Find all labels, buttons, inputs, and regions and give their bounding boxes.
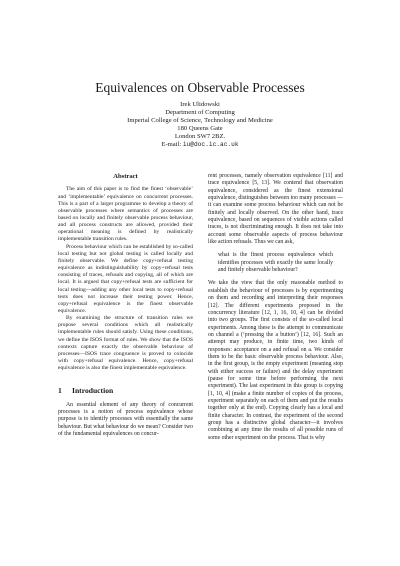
body-paragraph-1: rent processes, namely observation equivalence [11] and trace equivalence [5, 13]. We contend that observation equivalence, considered as the finest extensional equivalence, distinguishes between too many processes — it can examine some process behaviour which can not be finitely and locally observed. On the other hand, trace equivalence, based on sequences of visible actions called traces, is not discriminating enough. It does not take into account some observable aspects of process behaviour like action refusals. Thus we can ask,	[208, 173, 343, 246]
abstract-paragraph-3: By examining the structure of transition rules we propose several conditions which all realistically implementable rules should satisfy. Using these conditions, we define the ISOS format of rules. We show that the ISOS contexts capture exactly the observable behaviour of processes—ISOS trace congruence is proved to coincide with copy+refusal equivalence. Hence, copy+refusal equivalence is also the finest implementable equivalence.	[58, 315, 193, 372]
body-paragraph-2: We take the view that the only reasonable method to establish the behaviour of processes is by experimenting on them and recording and interpreting their responses [12]. The different experiments proposed in the concurrency literature [12, 1, 16, 10, 4] can be divided into two groups. The first consists of the so-called local experiments. Among these is the attempt to communicate on channel a (‘pressing the a button’) [12, 16]. Such an attempt may produce, in finite time, two kinds of responses: acceptance on a and refusal on a. We consider them to be the basic observable process behaviour. Also, in the first group, is the empty experiment (meaning stop with either success or failure) and the delay experiment (pause for some time before performing the next experiment). The last experiment in this group is copying [1, 10, 4] (make a finite number of copies of the process, experiment separately on each of them and put the results together only at the end). Copying clearly has a local and finite character. In contrast, the experiment of the second group has a distinctive global character—it involves combining at any time the results of all possible runs of some other experiment on the process. That is why	[208, 280, 343, 441]
author-name: Irek Ulidowski	[180, 101, 220, 108]
research-question-quote: what is the finest process equivalence which identifies processes with exactly the same locally and finitely observable behaviour?	[218, 252, 333, 274]
right-column	[208, 173, 343, 442]
address-street: 180 Queens Gate	[177, 125, 223, 133]
affiliation-institution: Imperial College of Science, Technology and Medicine	[127, 117, 273, 125]
author-block	[0, 101, 400, 150]
email-line	[0, 141, 400, 149]
intro-paragraph-1: An essential element of any theory of concurrent processes is a notion of process equivalence whose purpose is to identify processes with essentially the same behaviour. But what behaviour do we mean? Consider two of the fundamental equivalences on concur-	[58, 401, 193, 438]
abstract-paragraph-1: The aim of this paper is to find the finest ‘observable’ and ‘implementable’ equivalence on concurrent processes. This is a part of a larger programme to develop a theory of observable processes where semantics of processes are based on locally and finitely observable process behaviour, and all process constructs are allowed, provided their operational meaning is defined by realistically implementable transition rules.	[58, 186, 193, 243]
section-title: Introduction	[72, 386, 114, 396]
email-label: E-mail:	[161, 141, 183, 149]
section-heading-introduction	[58, 387, 193, 394]
paper-title: Equivalences on Observable Processes	[95, 80, 305, 95]
affiliation-department: Department of Computing	[165, 109, 235, 117]
abstract-paragraph-2: Process behaviour which can be established by so-called local testing but not global testing is called locally and finitely observable. We define copy+refusal testing equivalence as indistinguishability by copy+refusal tests consisting of traces, refusals and copying, all of which are local. It is argued that copy+refusal tests are sufficient for local testing—adding any other local tests to copy+refusal tests does not increase their testing power. Hence, copy+refusal equivalence is the finest observable equivalence.	[58, 243, 193, 314]
abstract-body	[58, 186, 193, 372]
address-city: London SW7 2BZ.	[174, 133, 226, 141]
email-address: iu@doc.ic.ac.uk	[182, 141, 239, 149]
section-number: 1	[58, 386, 62, 396]
left-column	[58, 173, 193, 438]
abstract-heading: Abstract	[113, 173, 138, 180]
